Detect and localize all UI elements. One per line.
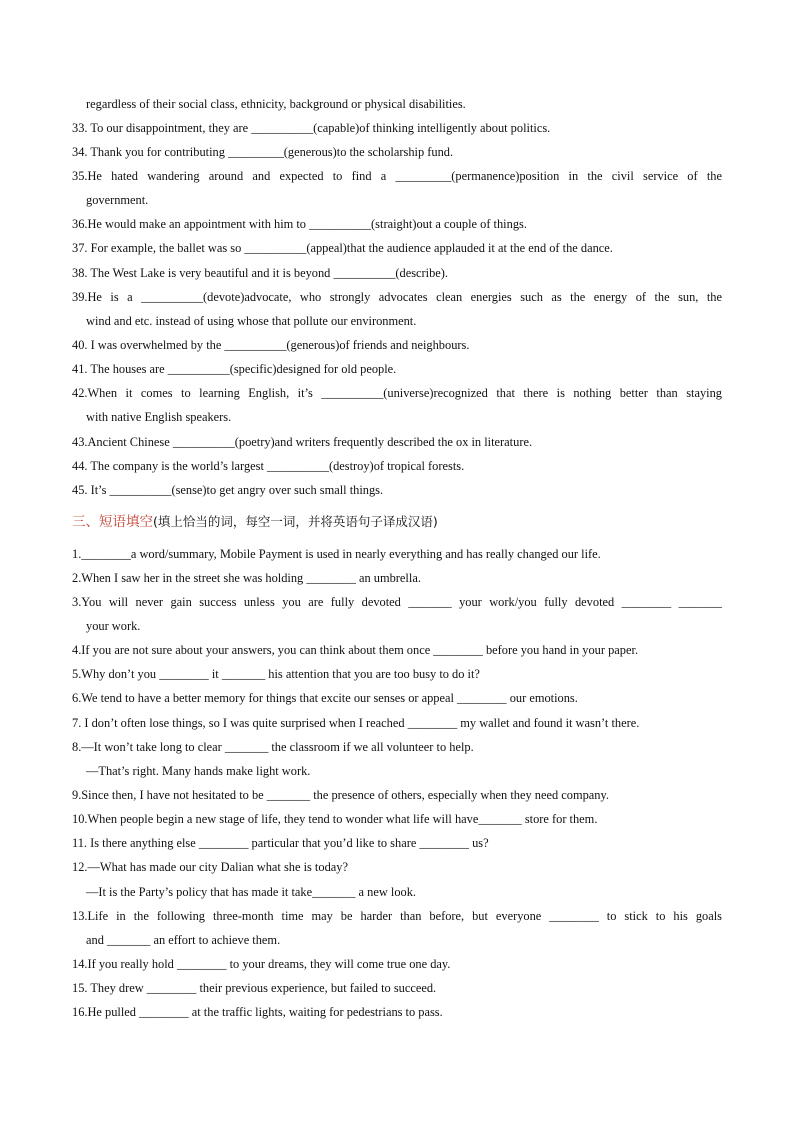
text-line: 5.Why don’t you ________ it _______ his attention that you are too busy to do it? <box>72 667 480 681</box>
text-line: 7. I don’t often lose things, so I was quite surprised when I reached ________ my wallet and found it wasn’t there. <box>72 716 640 730</box>
text-line: 14.If you really hold ________ to your dreams, they will come true one day. <box>72 957 451 971</box>
text-line: —That’s right. Many hands make light work. <box>86 764 311 778</box>
text-line: 13.Life in the following three-month time may be harder than before, but everyone ________ to stick to his goals <box>72 909 722 923</box>
text-line: government. <box>86 193 149 207</box>
section-title: 三、短语填空 <box>72 514 153 530</box>
text-line: 15. They drew ________ their previous experience, but failed to succeed. <box>72 981 437 995</box>
text-line: your work. <box>86 619 141 633</box>
text-line: 1.________a word/summary, Mobile Payment is used in nearly everything and has really changed our life. <box>72 547 601 561</box>
text-line: 45. It’s __________(sense)to get angry over such small things. <box>72 483 384 497</box>
text-line: 6.We tend to have a better memory for things that excite our senses or appeal ________ our emotions. <box>72 691 578 705</box>
text-line: wind and etc. instead of using whose that pollute our environment. <box>86 314 417 328</box>
section-instructions: (填上恰当的词，每空一词，并将英语句子译成汉语) <box>153 514 438 529</box>
text-line: 12.—What has made our city Dalian what she is today? <box>72 860 348 874</box>
text-line: 38. The West Lake is very beautiful and it is beyond __________(describe). <box>72 266 449 280</box>
text-line: 39.He is a __________(devote)advocate, who strongly advocates clean energies such as the energy of the sun, the <box>72 290 722 304</box>
text-line: 10.When people begin a new stage of life, they tend to wonder what life will have_______ store for them. <box>72 812 598 826</box>
text-line: 16.He pulled ________ at the traffic lights, waiting for pedestrians to pass. <box>72 1005 443 1019</box>
text-line: 36.He would make an appointment with him to __________(straight)out a couple of things. <box>72 217 527 231</box>
text-line: 41. The houses are __________(specific)designed for old people. <box>72 362 397 376</box>
text-line: 34. Thank you for contributing _________(generous)to the scholarship fund. <box>72 145 454 159</box>
text-line: regardless of their social class, ethnicity, background or physical disabilities. <box>86 97 466 111</box>
text-line: 33. To our disappointment, they are __________(capable)of thinking intelligently about politics. <box>72 121 551 135</box>
text-line: 42.When it comes to learning English, it’s __________(universe)recognized that there is nothing better than staying <box>72 386 722 400</box>
text-line: 9.Since then, I have not hesitated to be _______ the presence of others, especially when they need company. <box>72 788 609 802</box>
text-line: 35.He hated wandering around and expected to find a _________(permanence)position in the civil service of the <box>72 169 722 183</box>
section-heading <box>72 513 722 531</box>
text-line: 37. For example, the ballet was so __________(appeal)that the audience applauded it at the end of the dance. <box>72 241 613 255</box>
text-line: —It is the Party’s policy that has made it take_______ a new look. <box>86 885 417 899</box>
text-line: with native English speakers. <box>86 410 232 424</box>
text-line: 8.—It won’t take long to clear _______ the classroom if we all volunteer to help. <box>72 740 474 754</box>
text-line: 43.Ancient Chinese __________(poetry)and writers frequently described the ox in literature. <box>72 435 533 449</box>
text-line: 2.When I saw her in the street she was holding ________ an umbrella. <box>72 571 421 585</box>
text-line: and _______ an effort to achieve them. <box>86 933 281 947</box>
text-line: 40. I was overwhelmed by the __________(generous)of friends and neighbours. <box>72 338 470 352</box>
text-line: 3.You will never gain success unless you are fully devoted _______ your work/you fully devoted ________ _______ <box>72 595 722 609</box>
text-line: 11. Is there anything else ________ particular that you’d like to share ________ us? <box>72 836 489 850</box>
text-line: 44. The company is the world’s largest __________(destroy)of tropical forests. <box>72 459 465 473</box>
text-line: 4.If you are not sure about your answers, you can think about them once ________ before you hand in your paper. <box>72 643 639 657</box>
